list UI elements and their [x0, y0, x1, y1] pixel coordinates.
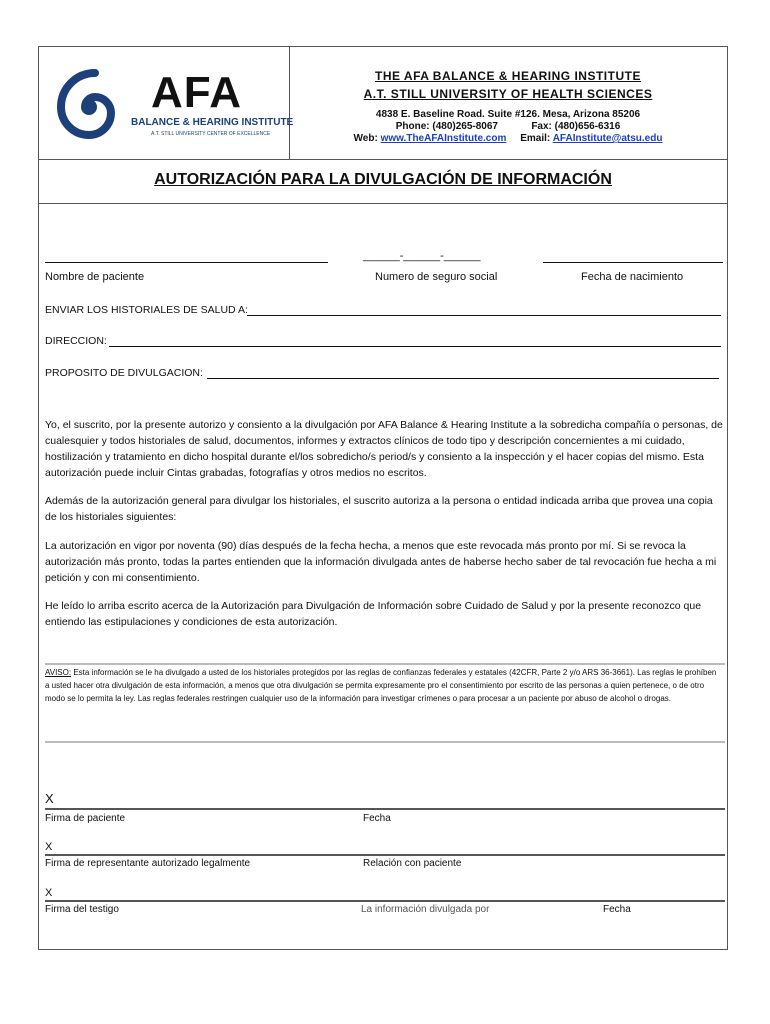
date-label-1: Fecha [363, 813, 391, 824]
notice-text: Esta información se le ha divulgado a usted de los historiales protegidos por las reglas de confianzas federales y estatales (42CFR, Parte 2 y/o ARS 36-3661). Las reglas le prohíben a usted hacer otra divulgación de esta información, a menos que otra divulgación se permita expresamente pro el consentimiento por escrito de las personas a quien pertenece, o de otro modo se lo permita la ley. Las reglas federales restringen cualquier uso de la información para investigar crímenes o para procesar a un paciente por abuso de alcohol o drogas. [45, 668, 717, 703]
address-field[interactable] [109, 346, 721, 347]
form-title: AUTORIZACIÓN PARA LA DIVULGACIÓN DE INFORMACIÓN [154, 171, 612, 188]
signature-x-witness: X [45, 887, 53, 899]
notice [45, 666, 723, 705]
witness-signature-label: Firma del testigo [45, 904, 119, 915]
patient-name-field[interactable] [45, 262, 328, 263]
university-name: A.T. STILL UNIVERSITY OF HEALTH SCIENCES [363, 87, 653, 101]
representative-signature-line[interactable] [45, 854, 725, 856]
signature-x-patient: X [45, 791, 54, 806]
divider-top [45, 663, 725, 665]
divider-bottom [45, 741, 725, 743]
purpose-label: PROPOSITO DE DIVULGACION: [45, 367, 203, 379]
spiral-logo-icon [47, 65, 131, 149]
send-to-field[interactable] [247, 315, 721, 316]
email-link[interactable]: AFAInstitute@atsu.edu [552, 133, 663, 144]
patient-signature-label: Firma de paciente [45, 813, 126, 824]
send-to-label: ENVIAR LOS HISTORIALES DE SALUD A: [45, 304, 248, 316]
institute-name: THE AFA BALANCE & HEARING INSTITUTE [375, 69, 641, 83]
phone: Phone: (480)265-8067 [395, 121, 498, 132]
dob-label: Fecha de nacimiento [581, 271, 684, 283]
relationship-label: Relación con paciente [363, 858, 462, 869]
ssn-blank[interactable]: ______-______-______ [363, 250, 481, 262]
paragraph-records: Además de la autorización general para divulgar los historiales, el suscrito autoriza a la persona o entidad indicada arriba que provea una copia de los historiales siguientes: [45, 495, 713, 523]
signature-x-representative: X [45, 841, 53, 853]
phone-fax [289, 121, 727, 132]
address-label: DIRECCION: [45, 335, 107, 347]
logo-text: AFA [151, 68, 242, 117]
fax: Fax: (480)656-6316 [531, 121, 621, 132]
dob-field[interactable] [543, 262, 723, 263]
date-label-2: Fecha [603, 904, 631, 915]
logo-tagline: A.T. STILL UNIVERSITY CENTER OF EXCELLENCE [151, 131, 271, 137]
patient-signature-line[interactable] [45, 808, 725, 810]
logo-subtitle: BALANCE & HEARING INSTITUTE [131, 117, 294, 128]
header [39, 47, 727, 160]
form-frame [38, 46, 728, 950]
patient-name-label: Nombre de paciente [45, 271, 145, 283]
web-email [289, 133, 727, 144]
notice-label: AVISO: [45, 668, 72, 677]
paragraph-validity: La autorización en vigor por noventa (90) días después de la fecha hecha, a menos que este revocada más pronto por mí. Si se revoca la autorización más pronto, todas la partes entienden que la información divulgada antes de haberse hecho saber de tal revocación fue hecha a mi petición y con mi consentimiento. [45, 540, 717, 584]
witness-signature-line[interactable] [45, 900, 725, 902]
paragraph-authorization: Yo, el suscrito, por la presente autorizo y consiento a la divulgación por AFA Balance & Hearing Institute a la sobredicha compañía o personas, de cualesquier y todos historiales de salud, documentos, informes y extractos clínicos de todo tipo y descripción concernientes a mi cuidado, hostilización y tratamiento en dicho hospital durante el/los sobredicho/s period/s y consiento a la inspección y el hacer copias del mismo. Esta autorización puede incluir Cintas grabadas, fotografías y otros medios no escritos. [45, 419, 723, 479]
ssn-label: Numero de seguro social [375, 271, 498, 283]
logo-cell [39, 47, 294, 159]
address: 4838 E. Baseline Road. Suite #126. Mesa, Arizona 85206 [375, 109, 641, 120]
web-label: Web: [353, 133, 378, 144]
web-link[interactable]: www.TheAFAInstitute.com [380, 133, 507, 144]
paragraph-acknowledgement: He leído lo arriba escrito acerca de la Autorización para Divulgación de Información sobre Cuidado de Salud y por la presente reconozco que entiendo las estipulaciones y condiciones de esta autorización. [45, 600, 702, 628]
released-by-label: La información divulgada por [361, 904, 490, 915]
representative-signature-label: Firma de representante autorizado legalmente [45, 858, 251, 869]
title-row [39, 159, 727, 204]
email-label: Email: [520, 133, 551, 144]
purpose-field[interactable] [207, 378, 719, 379]
